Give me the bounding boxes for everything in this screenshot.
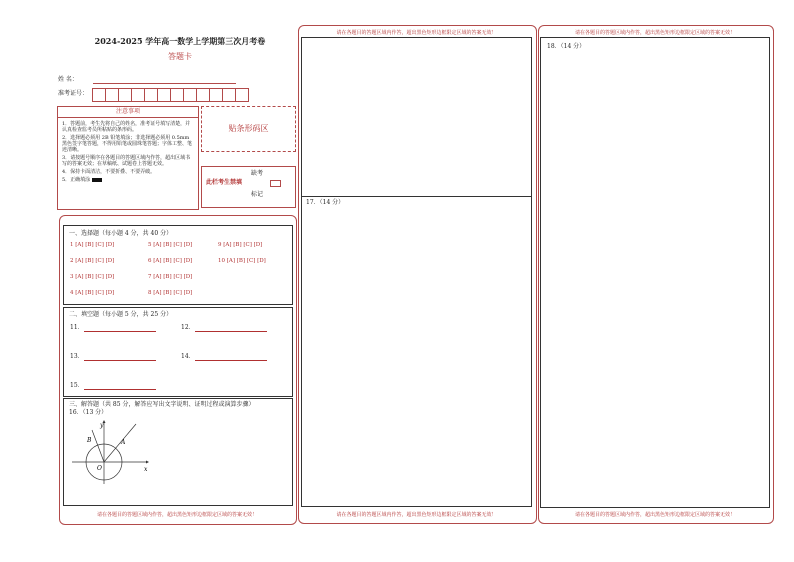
exam-no-cell[interactable] [222,88,236,102]
barcode-area [201,106,296,152]
exam-no-cell[interactable] [170,88,184,102]
exam-no-label: 准考证号： [58,90,89,97]
middle-divider [302,196,531,197]
q13-label: 13． [70,353,84,360]
mcq-item[interactable]: 1 [A] [B] [C] [D] [70,242,115,248]
fill-q14[interactable] [181,353,267,361]
exam-no-cell[interactable] [235,88,249,102]
absent-checkbox[interactable] [270,180,281,187]
page-subtitle: 答题卡 [168,52,192,61]
ray-ob [92,430,104,462]
warning-middle-bottom: 请在各题目的答题区域内作答，超出黑色矩形边框限定区域的答案无效！ [336,512,497,518]
label-x: x [144,466,148,473]
exam-no-cell[interactable] [209,88,223,102]
absent-text-2: 标记 [251,191,264,198]
ray-oa [104,424,136,462]
section3-title: 三、解答题（共 85 分，解答应写出文字说明、证明过程或演算步骤） [69,401,255,408]
mcq-item[interactable]: 10 [A] [B] [C] [D] [218,258,266,264]
section1-title: 一、选择题（每小题 4 分，共 40 分） [69,230,173,237]
label-b: B [87,437,92,444]
warning-middle-top: 请在各题目的答题区域内作答，超出黑色矩形边框限定区域的答案无效！ [336,30,497,36]
q12-label: 12． [181,324,195,331]
fill-q13[interactable] [70,353,156,361]
notes-item: 1．答题前，考生先将自己的姓名，准考证号填写清楚，并认真检查监考员所粘贴的条形码。 [62,121,191,133]
notes-item: 4．保持卡面清洁，不要折叠、不要弄破。 [62,169,156,175]
exam-no-cell[interactable] [157,88,171,102]
notes-item: 3．请按题号顺序在各题目的答题区域内作答，超出区域书写的答案无效；在草稿纸、试题卷上答题无效。 [62,155,191,167]
fill-q12[interactable] [181,324,267,332]
q15-line[interactable] [84,382,156,390]
q12-line[interactable] [195,324,267,332]
mcq-item[interactable]: 7 [A] [B] [C] [D] [148,274,193,280]
mcq-item[interactable]: 6 [A] [B] [C] [D] [148,258,193,264]
q13-line[interactable] [84,353,156,361]
mcq-item[interactable]: 9 [A] [B] [C] [D] [218,242,263,248]
exam-no-cell[interactable] [183,88,197,102]
absent-text-1: 缺考 [251,170,264,177]
mcq-item[interactable]: 5 [A] [B] [C] [D] [148,242,193,248]
q17-label: 17．（14 分） [306,199,345,206]
notes-list [58,118,198,183]
x-axis-arrow [146,461,149,464]
middle-answer-box[interactable] [301,37,532,507]
notes-box [57,106,199,210]
q15-label: 15． [70,382,84,389]
q16-label: 16．（13 分） [69,409,108,416]
exam-no-cell[interactable] [105,88,119,102]
warning-left: 请在各题目的答题区域内作答，超出黑色矩形边框限定区域的答案无效！ [96,512,257,518]
notes-item: 2．选择题必须用 2B 铅笔填涂；非选择题必须用 0.5mm 黑色签字笔答题，不得用铅笔或圆珠笔答题；字体工整、笔迹清晰。 [62,135,193,153]
exam-no-cell[interactable] [92,88,106,102]
mcq-item[interactable]: 3 [A] [B] [C] [D] [70,274,115,280]
notes-title: 注意事项 [58,107,198,118]
mcq-item[interactable]: 4 [A] [B] [C] [D] [70,290,115,296]
name-label: 姓 名： [58,76,78,83]
notes-item [62,177,194,183]
warning-right-bottom: 请在各题目的答题区域内作答，超出黑色矩形边框限定区域的答案无效！ [574,512,735,518]
q14-label: 14． [181,353,195,360]
q14-line[interactable] [195,353,267,361]
barcode-label: 贴条形码区 [228,124,269,133]
exam-no-cell[interactable] [144,88,158,102]
warning-right-top: 请在各题目的答题区域内作答，超出黑色矩形边框限定区域的答案无效！ [574,30,735,36]
name-field[interactable] [93,83,236,84]
page-title: 2024-2025 学年高一数学上学期第三次月考卷 [94,36,266,46]
exam-no-cell[interactable] [131,88,145,102]
exam-no-cell[interactable] [118,88,132,102]
mcq-item[interactable]: 8 [A] [B] [C] [D] [148,290,193,296]
label-a: A [121,439,126,446]
label-o: O [97,465,102,472]
fill-q11[interactable] [70,324,156,332]
unit-circle-figure [66,418,150,486]
q18-label: 18．（14 分） [547,43,586,50]
fill-q15[interactable] [70,382,156,390]
filled-mark-icon [92,178,102,182]
section2-title: 二、填空题（每小题 5 分，共 25 分） [69,311,173,318]
notes-item-text: 5．正确填涂 [62,177,91,183]
q11-label: 11． [70,324,84,331]
exam-no-cell[interactable] [196,88,210,102]
mcq-item[interactable]: 2 [A] [B] [C] [D] [70,258,115,264]
absent-label: 此栏考生禁填 [206,179,243,186]
right-answer-box[interactable] [540,37,770,508]
label-y: y [100,422,104,429]
q11-line[interactable] [84,324,156,332]
exam-no-cells[interactable] [92,88,248,102]
absent-box [201,166,296,208]
